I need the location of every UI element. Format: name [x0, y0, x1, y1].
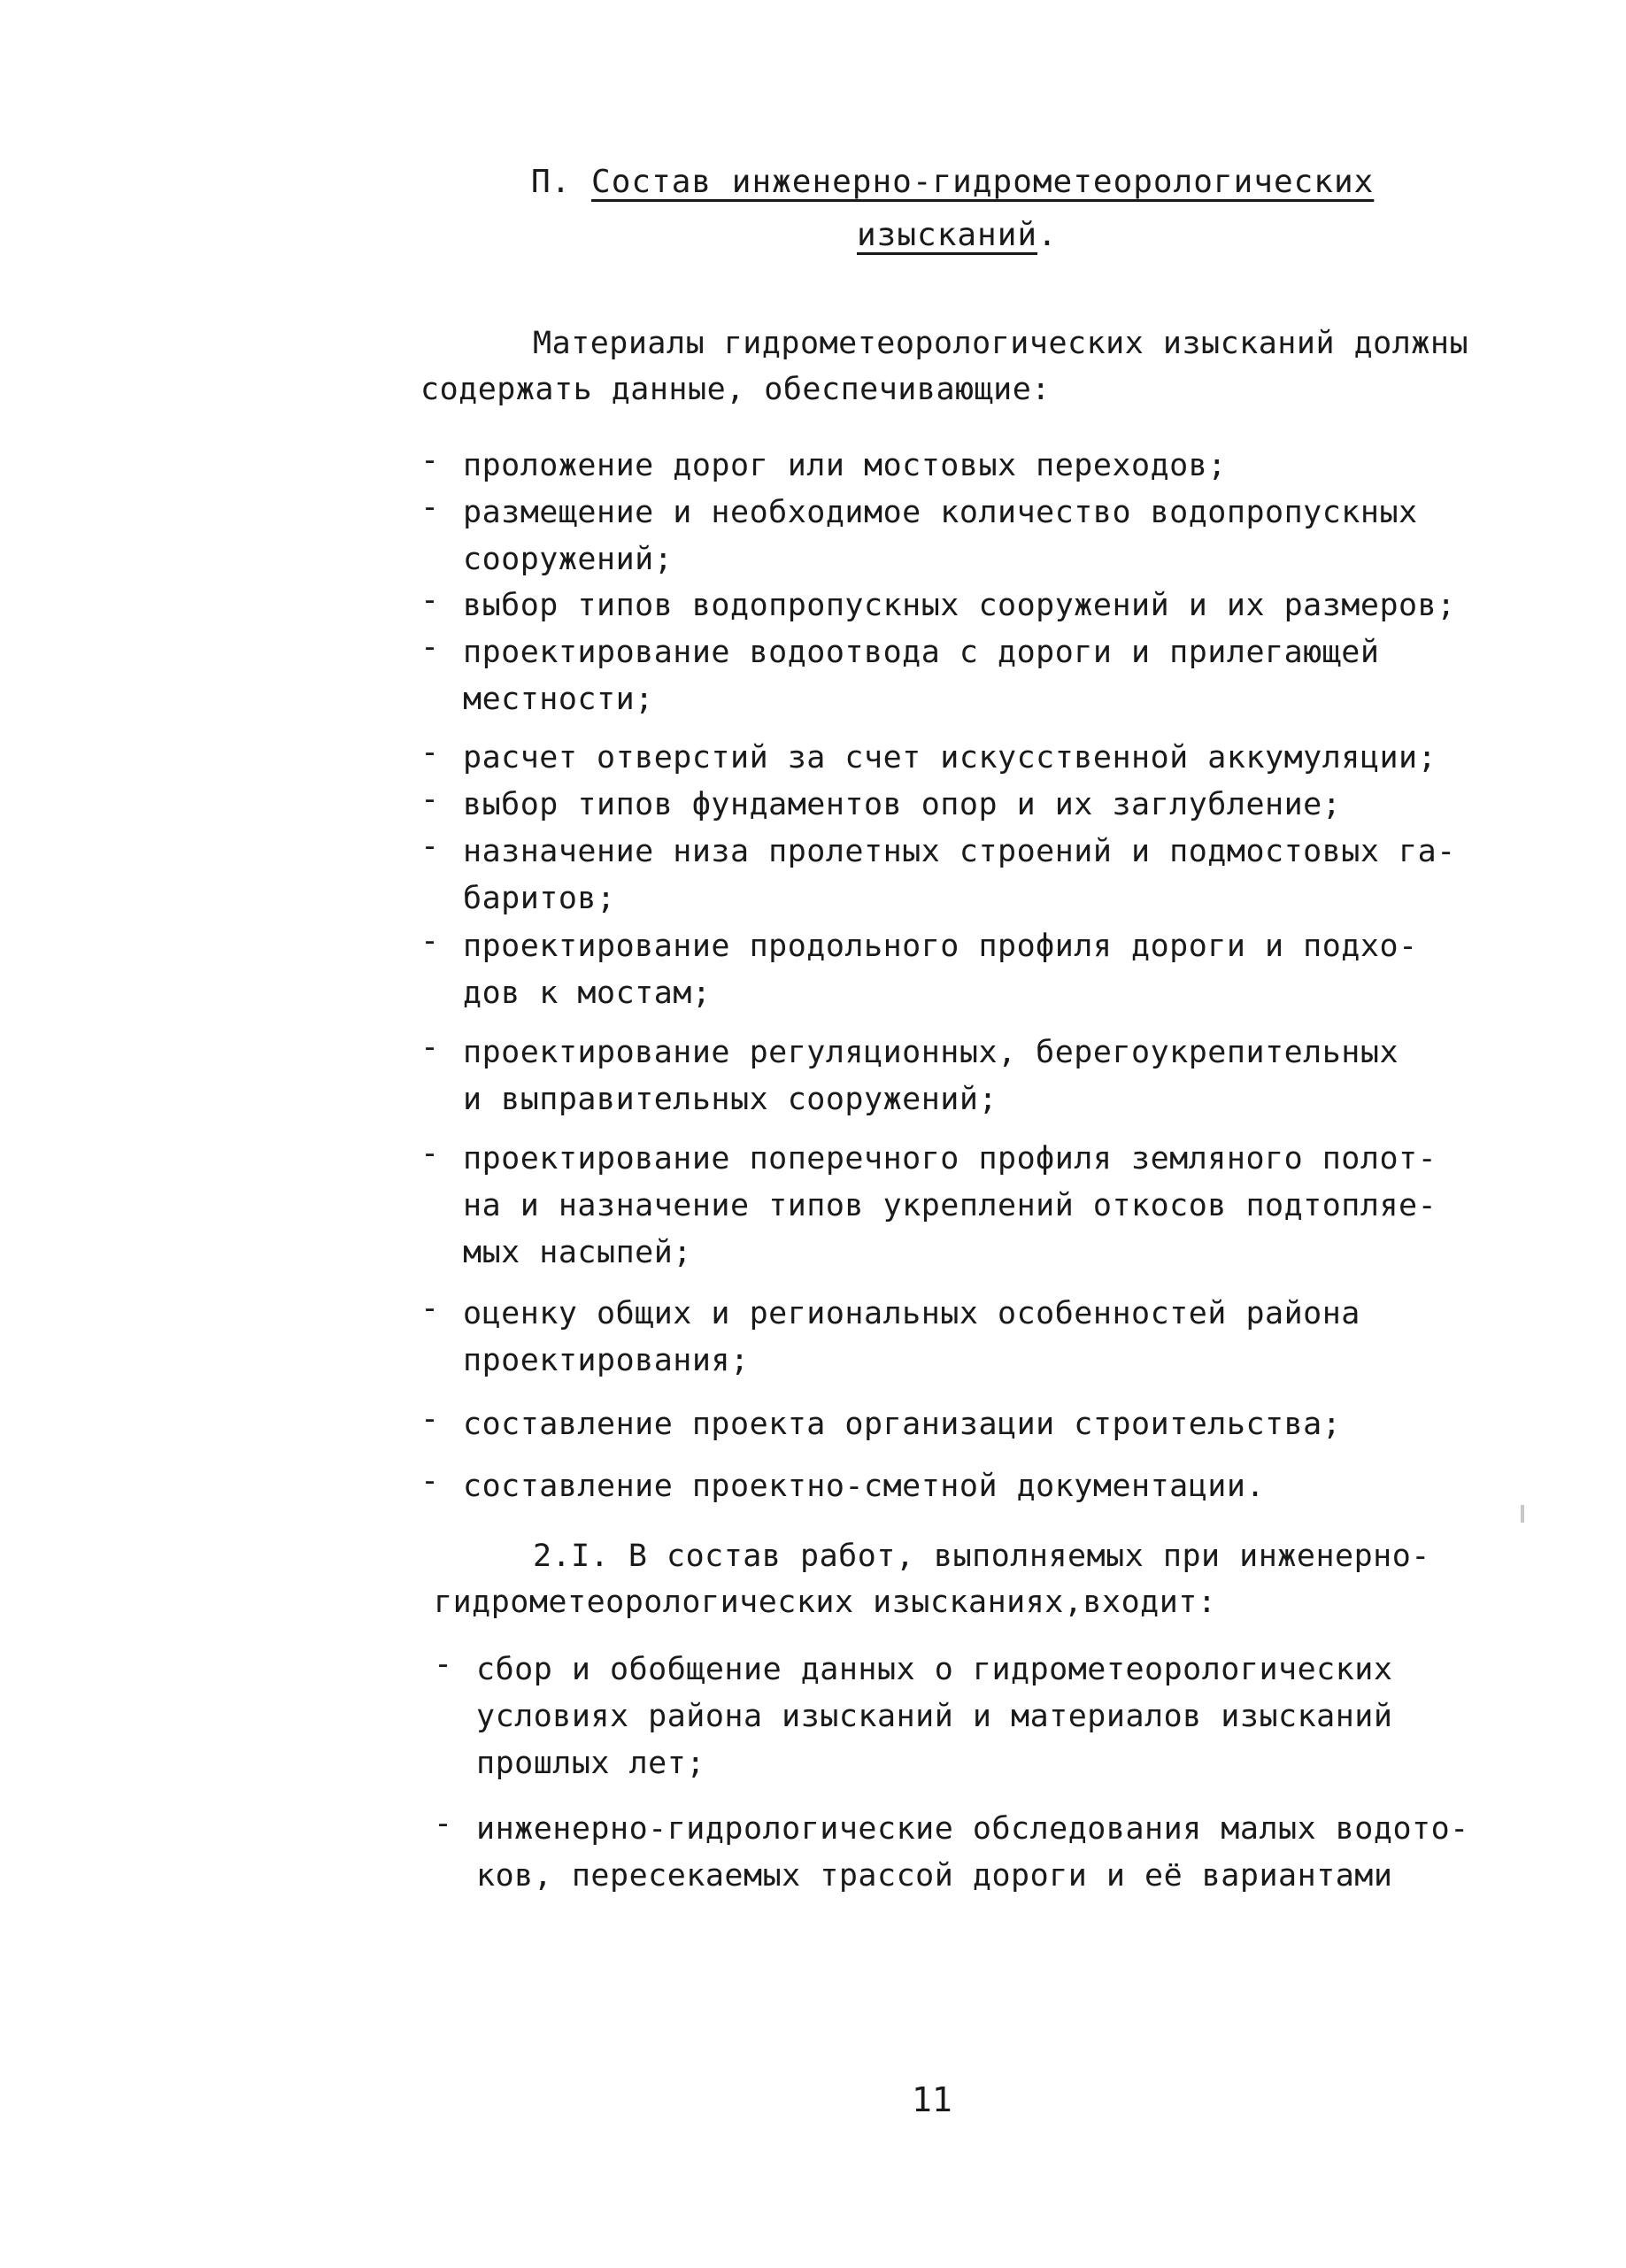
list-dash: - [420, 782, 440, 817]
section-2-1-line-1: 2.I. В состав работ, выполняемых при инженерно- [533, 1539, 1430, 1574]
list-item-text: назначение низа пролетных строений и подмостовых га- баритов; [463, 834, 1456, 916]
list-dash: - [420, 1401, 440, 1437]
list-item-text: проектирование поперечного профиля земляного полот- на и назначение типов укреплений откосов подтопляе- мых насыпей; [463, 1141, 1437, 1270]
list-item-text: проектирование продольного профиля дороги и подхо- дов к мостам; [463, 929, 1418, 1011]
intro-line-2: содержать данные, обеспечивающие: [420, 372, 1051, 407]
list-dash: - [420, 1030, 440, 1065]
section-number: П. [531, 164, 572, 200]
list-dash: - [434, 1806, 453, 1841]
page-number: 11 [912, 2080, 952, 2119]
list-item-text: инженерно-гидрологические обследования малых водото- ков, пересекаемых трассой дороги и её вариантами [476, 1811, 1469, 1894]
list-dash: - [420, 629, 440, 665]
list-item-text: оценку общих и региональных особенностей района проектирования; [463, 1296, 1360, 1378]
section-title-part-1: Состав инженерно-гидрометеорологических [591, 164, 1375, 200]
section-heading-line-2 [857, 217, 1058, 253]
list-dash: - [420, 735, 440, 770]
list-dash: - [420, 1291, 440, 1326]
section-heading-line-1 [531, 164, 1374, 200]
list-dash: - [420, 490, 440, 525]
list-item-text: выбор типов водопропускных сооружений и их размеров; [463, 588, 1456, 623]
list-item-text: проложение дорог или мостовых переходов; [463, 448, 1227, 483]
list-item-text: составление проекта организации строительства; [463, 1407, 1342, 1442]
list-dash: - [420, 829, 440, 864]
margin-mark [1521, 1505, 1524, 1523]
section-title-part-2: изысканий [857, 217, 1038, 253]
list-item-text: проектирование водоотвода с дороги и прилегающей местности; [463, 635, 1380, 717]
list-dash: - [434, 1647, 453, 1682]
list-item-text: проектирование регуляционных, берегоукрепительных и выправительных сооружений; [463, 1035, 1399, 1117]
intro-line-1: Материалы гидрометеорологических изысканий должны [533, 326, 1469, 361]
list-item-text: составление проектно-сметной документации. [463, 1469, 1266, 1504]
section-2-1-line-2: гидрометеорологических изысканиях,входит: [434, 1585, 1217, 1620]
list-item-text: размещение и необходимое количество водопропускных сооружений; [463, 495, 1418, 577]
list-dash: - [420, 923, 440, 959]
list-dash: - [420, 1136, 440, 1171]
list-item-text: сбор и обобщение данных о гидрометеорологических условиях района изысканий и материалов изысканий прошлых лет; [476, 1652, 1393, 1781]
list-dash: - [420, 1463, 440, 1499]
list-item-text: расчет отверстий за счет искусственной аккумуляции; [463, 740, 1437, 775]
section-title-end: . [1037, 217, 1058, 253]
list-dash: - [420, 443, 440, 478]
list-dash: - [420, 582, 440, 618]
list-item-text: выбор типов фундаментов опор и их заглубление; [463, 787, 1342, 822]
